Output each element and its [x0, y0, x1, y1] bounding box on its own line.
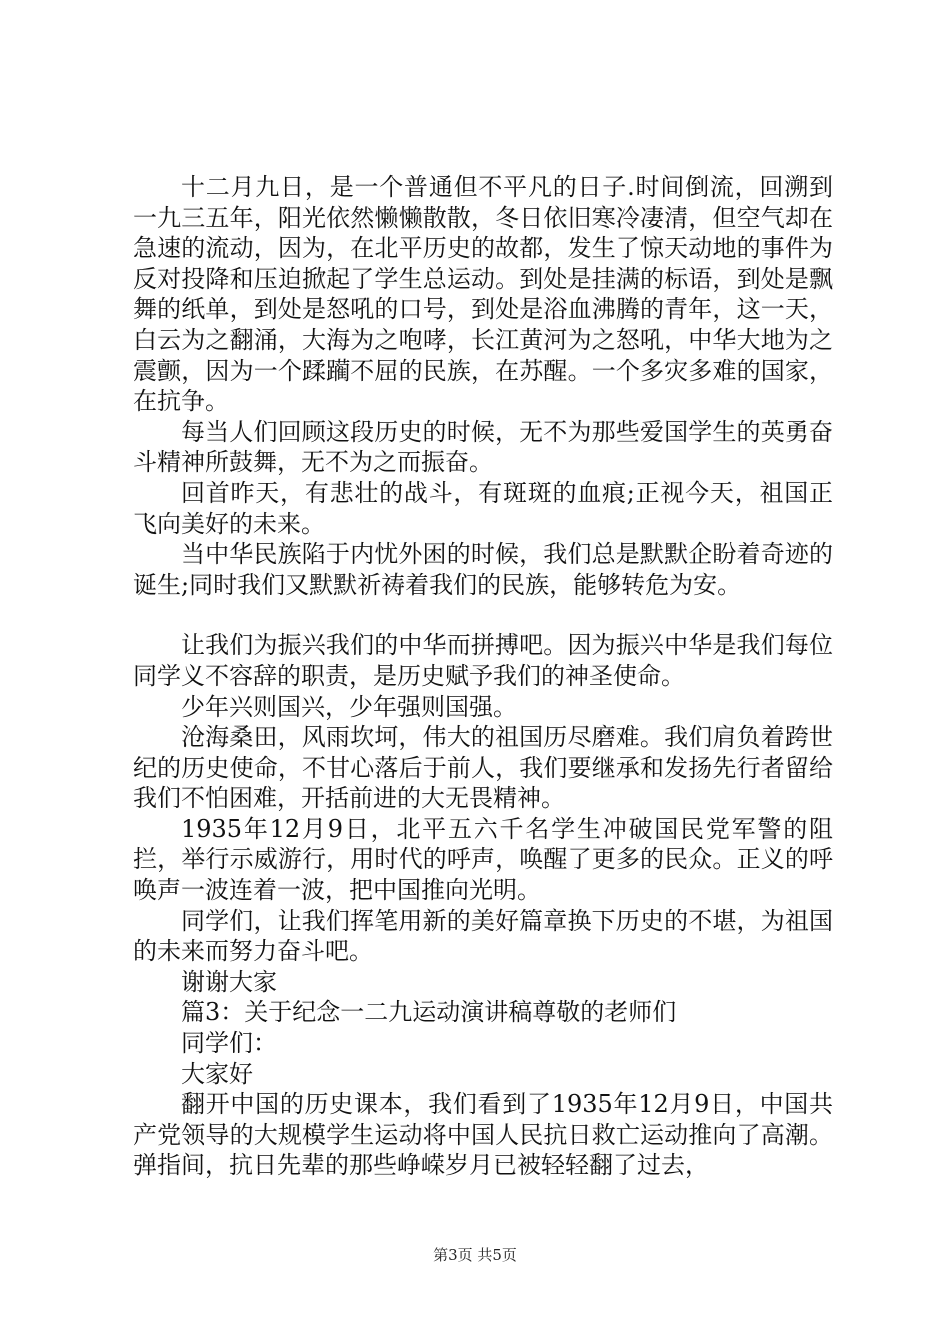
paragraph: 1935年12月9日，北平五六千名学生冲破国民党军警的阻拦，举行示威游行，用时代的呼声，唤醒了更多的民众。正义的呼唤声一波连着一波，把中国推向光明。: [133, 814, 833, 905]
closing-line: 谢谢大家: [181, 967, 277, 996]
paragraph: 十二月九日，是一个普通但不平凡的日子.时间倒流，回溯到一九三五年，阳光依然懒懒散散，冬日依旧寒冷凄清，但空气却在急速的流动，因为，在北平历史的故都，发生了惊天动地的事件为反对投降和压迫掀起了学生总运动。到处是挂满的标语，到处是飘舞的纸单，到处是怒吼的口号，到处是浴血沸腾的青年，这一天，白云为之翻涌，大海为之咆哮，长江黄河为之怒吼，中华大地为之震颤，因为一个蹂躏不屈的民族，在苏醒。一个多灾多难的国家，在抗争。: [133, 173, 833, 416]
paragraph: 少年兴则国兴，少年强则国强。: [181, 692, 517, 721]
document-body: [133, 172, 833, 1181]
paragraph: 翻开中国的历史课本，我们看到了1935年12月9日，中国共产党领导的大规模学生运动将中国人民抗日救亡运动推向了高潮。弹指间，抗日先辈的那些峥嵘岁月已被轻轻翻了过去，: [133, 1090, 833, 1180]
paragraph: 当中华民族陷于内忧外困的时候，我们总是默默企盼着奇迹的诞生;同时我们又默默祈祷着我们的民族，能够转危为安。: [133, 540, 833, 599]
page-number-footer: 第3页 共5页: [433, 1246, 517, 1264]
paragraph: 沧海桑田，风雨坎坷，伟大的祖国历尽磨难。我们肩负着跨世纪的历史使命，不甘心落后于前人，我们要继承和发扬先行者留给我们不怕困难，开括前进的大无畏精神。: [133, 723, 833, 813]
section-heading: 篇3：关于纪念一二九运动演讲稿尊敬的老师们: [181, 998, 677, 1027]
paragraph: 每当人们回顾这段历史的时候，无不为那些爱国学生的英勇奋斗精神所鼓舞，无不为之而振奋。: [133, 417, 833, 477]
paragraph: 同学们，让我们挥笔用新的美好篇章换下历史的不堪，为祖国的未来而努力奋斗吧。: [133, 906, 833, 966]
salutation: 同学们：: [181, 1029, 277, 1058]
paragraph: 让我们为振兴我们的中华而拼搏吧。因为振兴中华是我们每位同学义不容辞的职责，是历史赋予我们的神圣使命。: [133, 631, 833, 690]
paragraph: 回首昨天，有悲壮的战斗，有斑斑的血痕;正视今天，祖国正飞向美好的未来。: [133, 478, 833, 538]
greeting: 大家好: [181, 1059, 253, 1088]
